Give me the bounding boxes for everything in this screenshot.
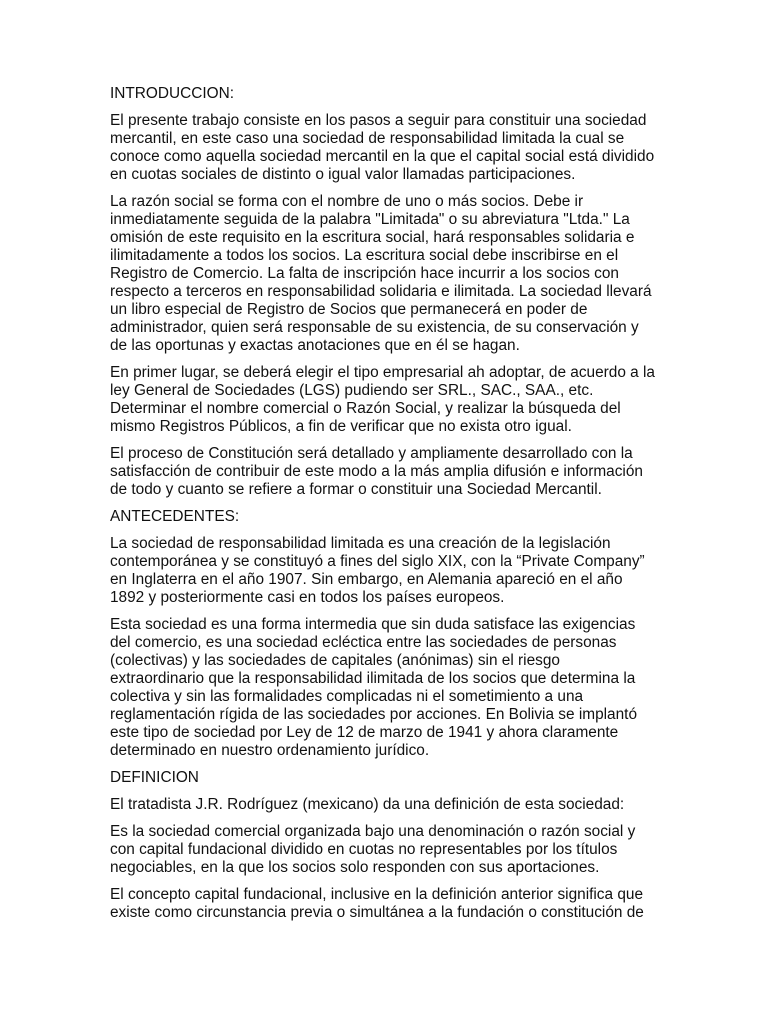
paragraph-intro-1: El presente trabajo consiste en los pasos a seguir para constituir una sociedad mercantil, en este caso una sociedad de responsabilidad limitada la cual se conoce como aquella sociedad mercantil en la que el capital social está dividido en cuotas sociales de distinto o igual valor llamadas participaciones. bbox=[110, 112, 655, 183]
paragraph-intro-4: El proceso de Constitución será detallado y ampliamente desarrollado con la satisfacción de contribuir de este modo a la más amplia difusión e información de todo y cuanto se refiere a formar o constituir una Sociedad Mercantil. bbox=[110, 445, 643, 498]
heading-definicion: DEFINICION bbox=[110, 769, 199, 786]
paragraph-antecedentes-2: Esta sociedad es una forma intermedia que sin duda satisface las exigencias del comercio, es una sociedad ecléctica entre las sociedades de personas (colectivas) y las sociedades de capitales (anónimas) sin el riesgo extraordinario que la responsabilidad ilimitada de los socios que determina la colectiva y sin las formalidades complicadas ni el sometimiento a una reglamentación rígida de las sociedades por acciones. En Bolivia se implantó este tipo de sociedad por Ley de 12 de marzo de 1941 y ahora claramente determinado en nuestro ordenamiento jurídico. bbox=[110, 616, 638, 759]
heading-antecedentes: ANTECEDENTES: bbox=[110, 508, 240, 525]
paragraph-definicion-2: Es la sociedad comercial organizada bajo una denominación o razón social y con capital fundacional dividido en cuotas no representables por los títulos negociables, en la que los socios solo responden con sus aportaciones. bbox=[110, 823, 636, 876]
document-page bbox=[110, 85, 655, 931]
paragraph-intro-2: La razón social se forma con el nombre de uno o más socios. Debe ir inmediatamente seguida de la palabra "Limitada" o su abreviatura "Ltda." La omisión de este requisito en la escritura social, hará responsables solidaria e ilimitadamente a todos los socios. La escritura social debe inscribirse en el Registro de Comercio. La falta de inscripción hace incurrir a los socios con respecto a terceros en responsabilidad solidaria e ilimitada. La sociedad llevará un libro especial de Registro de Socios que permanecerá en poder de administrador, quien será responsable de su existencia, de su conservación y de las oportunas y exactas anotaciones que en él se hagan. bbox=[110, 193, 652, 354]
paragraph-definicion-1: El tratadista J.R. Rodríguez (mexicano) da una definición de esta sociedad: bbox=[110, 796, 625, 813]
heading-introduccion: INTRODUCCION: bbox=[110, 85, 234, 102]
paragraph-antecedentes-1: La sociedad de responsabilidad limitada es una creación de la legislación contemporánea y se constituyó a fines del siglo XIX, con la “Private Company” en Inglaterra en el año 1907. Sin embargo, en Alemania apareció en el año 1892 y posteriormente casi en todos los países europeos. bbox=[110, 535, 645, 606]
paragraph-definicion-3: El concepto capital fundacional, inclusive en la definición anterior significa que existe como circunstancia previa o simultánea a la fundación o constitución de bbox=[110, 886, 644, 921]
paragraph-intro-3: En primer lugar, se deberá elegir el tipo empresarial ah adoptar, de acuerdo a la ley General de Sociedades (LGS) pudiendo ser SRL., SAC., SAA., etc. Determinar el nombre comercial o Razón Social, y realizar la búsqueda del mismo Registros Públicos, a fin de verificar que no exista otro igual. bbox=[110, 364, 655, 435]
